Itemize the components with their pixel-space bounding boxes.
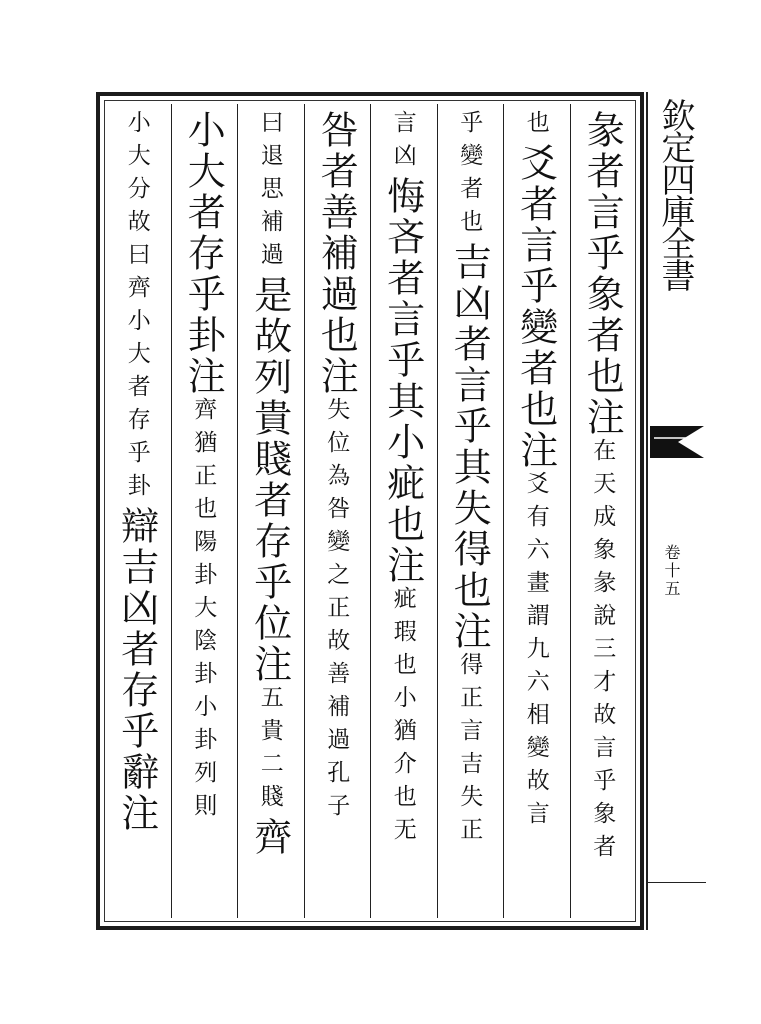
commentary-text: 小大分故曰齊小大者存乎卦 — [123, 110, 150, 506]
commentary-text: 疵瑕也小猶介也无 — [389, 586, 416, 850]
text-column — [437, 104, 504, 918]
column-text — [176, 110, 231, 826]
column-text — [309, 110, 364, 826]
main-text: 小大者存乎卦注 — [181, 110, 226, 397]
commentary-text: 也 — [522, 110, 549, 143]
main-text: 吉凶者言乎其失得也注 — [447, 242, 492, 652]
column-text — [442, 110, 497, 850]
main-text: 辯吉凶者存乎辭注 — [114, 506, 159, 834]
book-title: 欽定四庫全書 — [655, 98, 695, 290]
commentary-text: 失位為咎變之正故善補過孔子 — [323, 397, 350, 826]
margin-divider — [646, 92, 648, 930]
column-rule — [437, 104, 438, 918]
text-column — [503, 104, 570, 918]
margin-rule — [648, 882, 706, 883]
text-column — [104, 104, 171, 918]
commentary-text: 爻有六畫謂九六相變故言 — [522, 471, 549, 834]
margin-column — [646, 92, 708, 930]
main-text: 齊 — [247, 817, 292, 858]
volume-label: 卷十五 — [662, 544, 681, 598]
main-text: 悔吝者言乎其小疵也注 — [380, 176, 425, 586]
page-frame — [96, 92, 644, 930]
column-text — [509, 110, 564, 834]
text-column — [237, 104, 304, 918]
commentary-text: 得正言吉失正 — [456, 652, 483, 850]
text-column — [570, 104, 637, 918]
commentary-text: 乎變者也 — [456, 110, 483, 242]
commentary-text: 齊猶正也陽卦大陰卦小卦列則 — [190, 397, 217, 826]
column-rule — [570, 104, 571, 918]
column-text — [376, 110, 431, 850]
commentary-text: 五貴二賤 — [256, 685, 283, 817]
fish-tail-mark-icon — [648, 424, 706, 460]
main-text: 咎者善補過也注 — [314, 110, 359, 397]
commentary-text: 曰退思補過 — [256, 110, 283, 275]
commentary-text: 言凶 — [389, 110, 416, 176]
main-text: 爻者言乎變者也注 — [513, 143, 558, 471]
column-text — [243, 110, 298, 858]
text-column — [304, 104, 371, 918]
column-rule — [503, 104, 504, 918]
column-text — [110, 110, 165, 834]
main-text: 彖者言乎象者也注 — [580, 110, 625, 438]
column-rule — [171, 104, 172, 918]
column-rule — [237, 104, 238, 918]
text-column — [171, 104, 238, 918]
column-rule — [304, 104, 305, 918]
column-text — [575, 110, 630, 867]
text-column — [370, 104, 437, 918]
column-rule — [370, 104, 371, 918]
main-text: 是故列貴賤者存乎位注 — [247, 275, 292, 685]
commentary-text: 在天成象彖說三才故言乎象者 — [589, 438, 616, 867]
